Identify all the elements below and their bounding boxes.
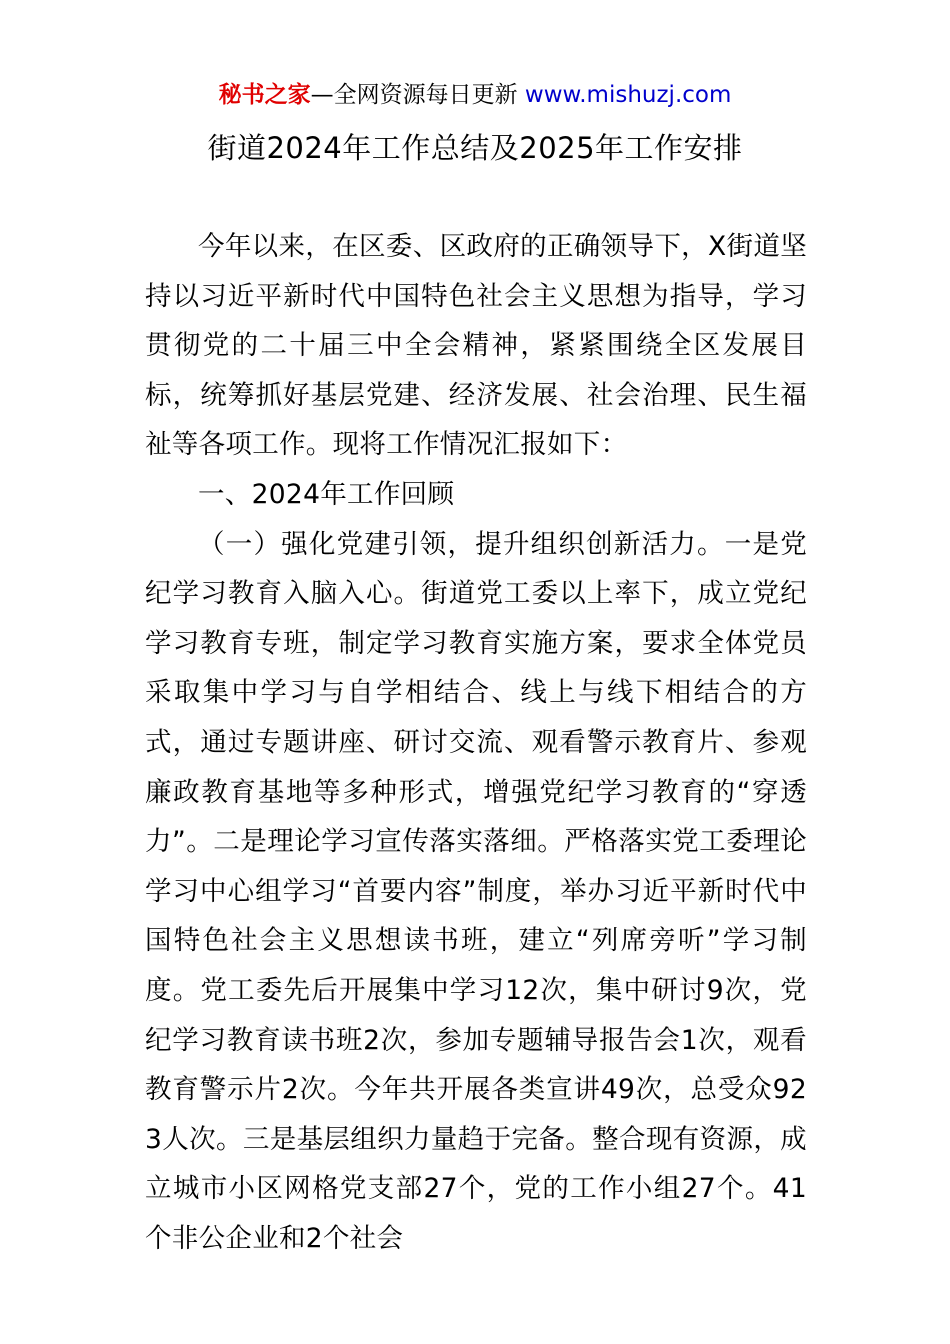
intro-paragraph: 今年以来，在区委、区政府的正确领导下，X街道坚持以习近平新时代中国特色社会主义思想为指导，学习贯彻党的二十届三中全会精神，紧紧围绕全区发展目标，统筹抓好基层党建、经济发展、社会治理、民生福祉等各项工作。现将工作情况汇报如下： xyxy=(145,231,807,461)
site-header xyxy=(0,78,950,112)
document-body xyxy=(145,222,807,1263)
site-slogan: —全网资源每日更新 xyxy=(310,82,525,108)
section-heading: 一、2024年工作回顾 xyxy=(198,478,455,510)
site-url-link[interactable]: www.mishuzj.com xyxy=(524,82,732,108)
document-title: 街道2024年工作总结及2025年工作安排 xyxy=(207,131,743,165)
body-paragraph: （一）强化党建引领，提升组织创新活力。一是党纪学习教育入脑入心。街道党工委以上率下，成立党纪学习教育专班，制定学习教育实施方案，要求全体党员采取集中学习与自学相结合、线上与线下相结合的方式，通过专题讲座、研讨交流、观看警示教育片、参观廉政教育基地等多种形式，增强党纪学习教育的“穿透力”。二是理论学习宣传落实落细。严格落实党工委理论学习中心组学习“首要内容”制度，举办习近平新时代中国特色社会主义思想读书班，建立“列席旁听”学习制度。党工委先后开展集中学习12次，集中研讨9次，党纪学习教育读书班2次，参加专题辅导报告会1次，观看教育警示片2次。今年共开展各类宣讲49次，总受众923人次。三是基层组织力量趋于完备。整合现有资源，成立城市小区网格党支部27个，党的工作小组27个。41个非公企业和2个社会 xyxy=(145,528,807,1254)
brand-name: 秘书之家 xyxy=(218,82,311,108)
